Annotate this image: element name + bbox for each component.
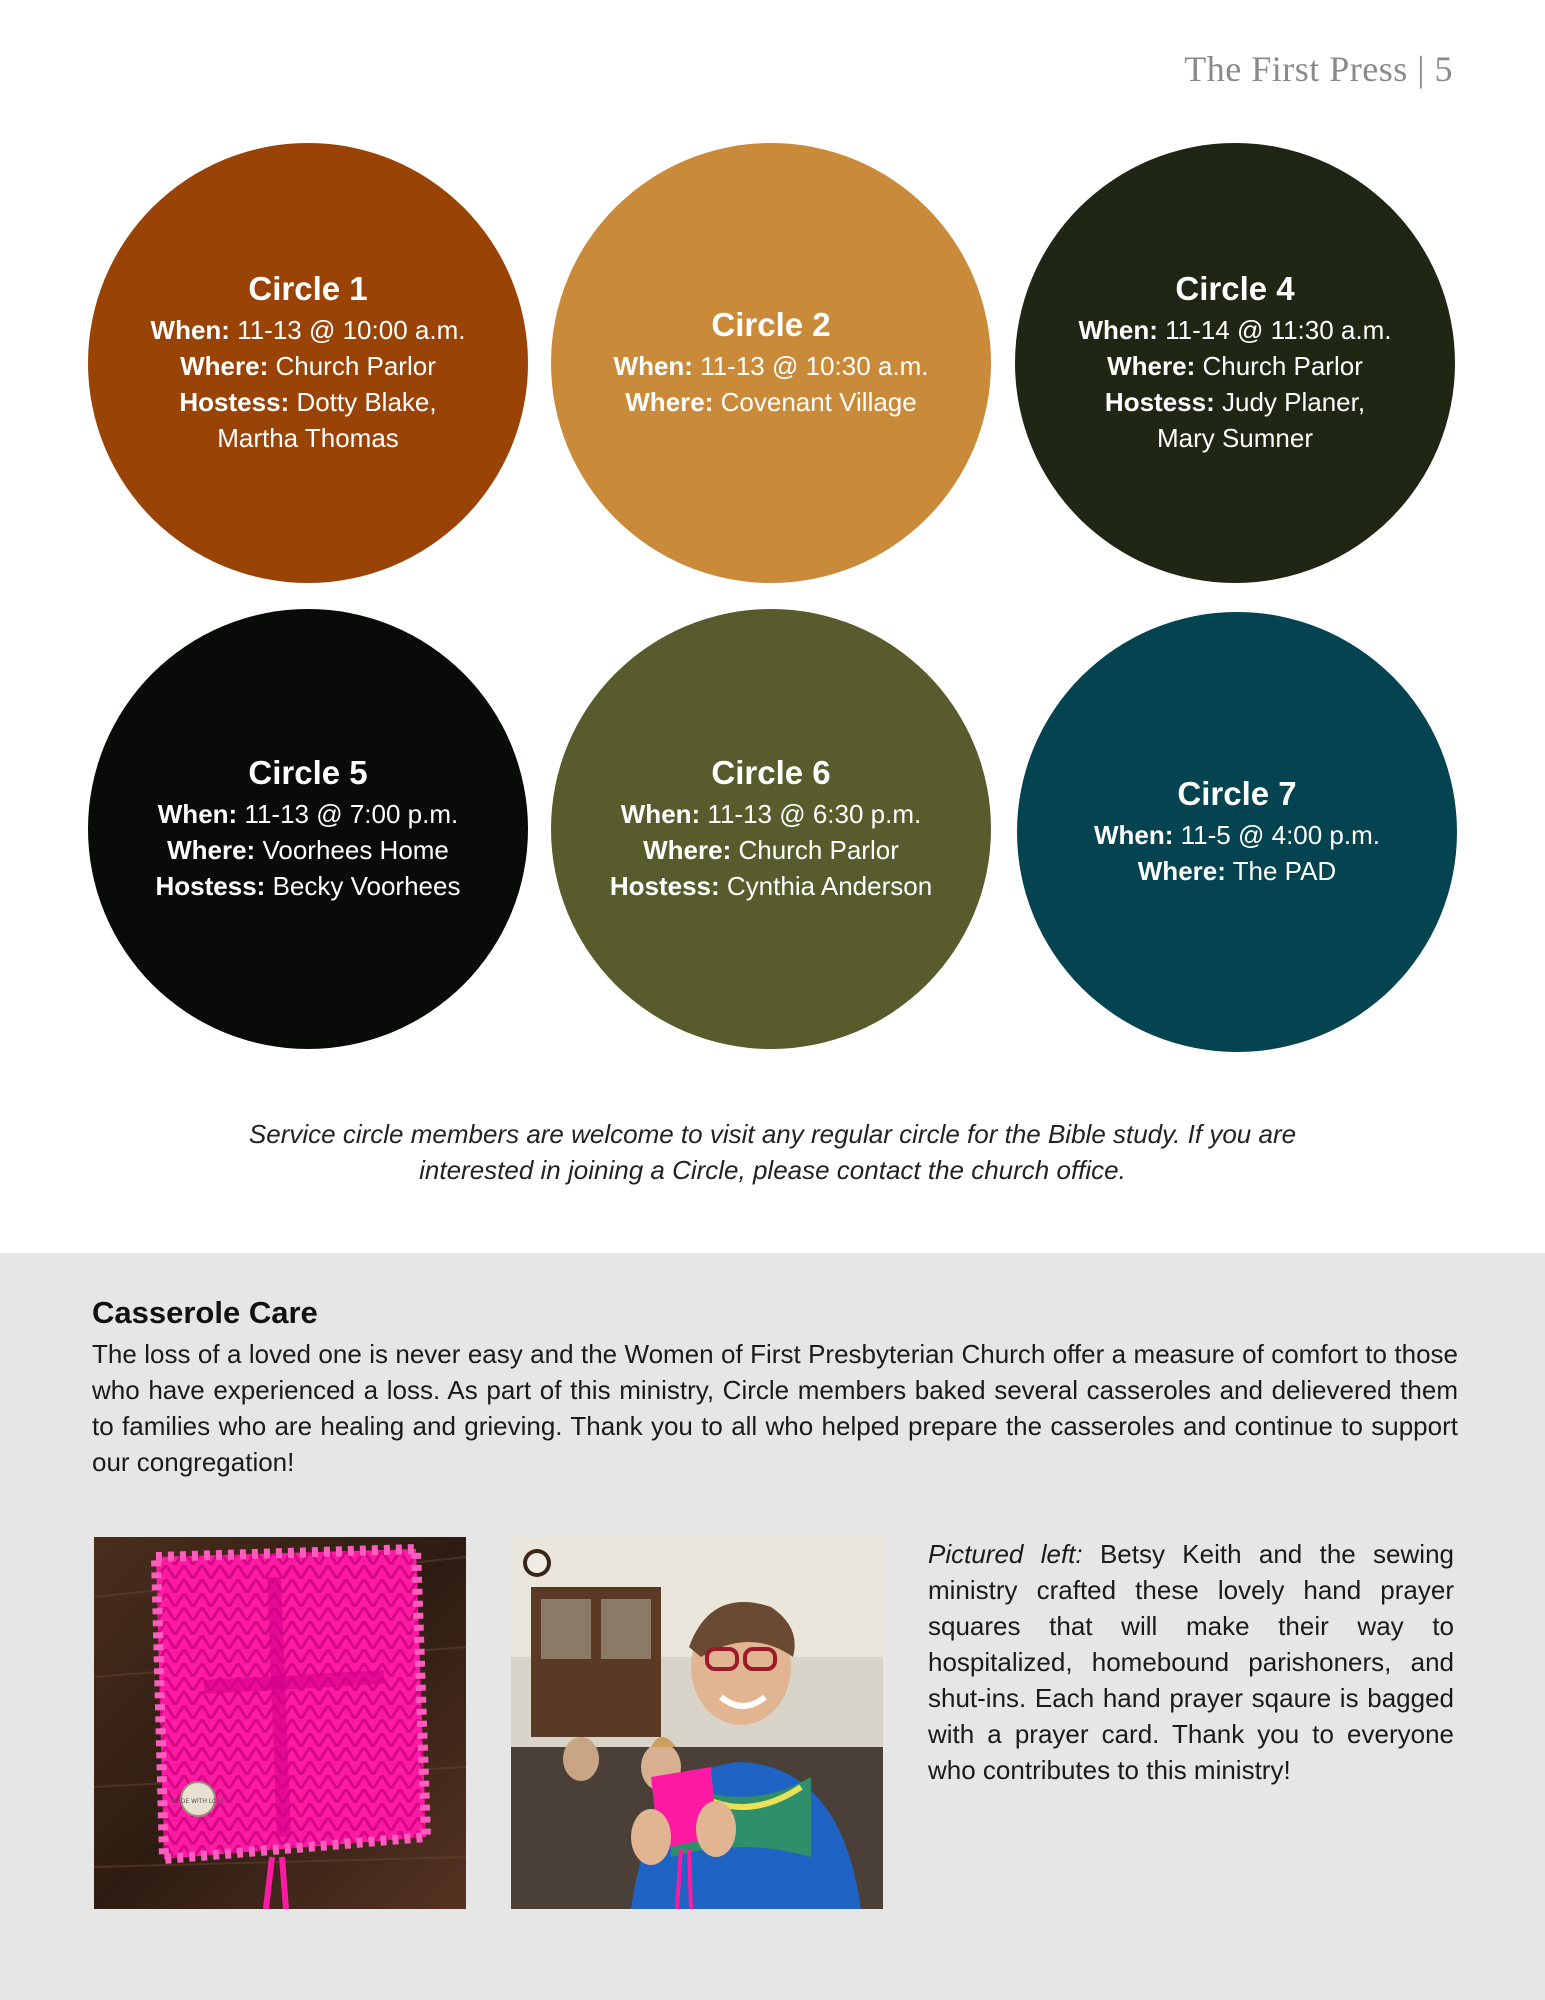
where-label: Where: [167,835,256,865]
when-label: When: [1078,315,1158,345]
where-value: Voorhees Home [262,835,449,865]
circle-hostess [1105,384,1365,420]
circle-5 [88,609,528,1049]
hostess-label: Hostess: [609,871,720,901]
casserole-title: Casserole Care [92,1295,318,1330]
circle-when [1094,817,1380,853]
when-value: 11-13 @ 7:00 p.m. [244,799,459,829]
circle-hostess [179,384,436,420]
prayer-square-image [94,1537,466,1909]
circle-title: Circle 1 [248,270,368,307]
hostess-label: Hostess: [1104,387,1215,417]
when-label: When: [620,799,701,829]
circle-note: Service circle members are welcome to visit any regular circle for the Bible study. If you are interested in joining a Circle, please contact the church office. [248,1119,1297,1185]
caption-lead: Pictured left: [928,1539,1083,1569]
casserole-body: The loss of a loved one is never easy and the Women of First Presbyterian Church offer a measure of comfort to those who have experienced a loss. As part of this ministry, Circle members baked several casseroles and delievered them to families who are healing and grieving. Thank you to all who helped prepare the casseroles and continue to support our congregation! [92,1339,1458,1477]
hostess-value: Judy Planer, [1221,387,1366,417]
circle-when [158,796,458,832]
page-header: The First Press | 5 [1184,49,1453,89]
circle-where [1138,853,1336,889]
where-value: Church Parlor [1202,351,1363,381]
circle-where [625,384,916,420]
caption-text: Betsy Keith and the sewing ministry crafted these lovely hand prayer squares that will make their way to hospitalized, homebound parishoners, and shut-ins. Each hand prayer sqaure is bagged with a prayer card. Thank you to everyone who contributes to this ministry! [928,1539,1454,1785]
circle-where [167,832,449,868]
when-label: When: [613,351,693,381]
circle-1 [88,143,528,583]
hostess-value-continued: Martha Thomas [217,423,399,453]
circle-when [1079,312,1392,348]
sewing-ministry-image [511,1537,883,1909]
circle-hostess [610,868,932,904]
where-label: Where: [1107,351,1196,381]
circle-6 [551,609,991,1049]
circle-where [643,832,899,868]
circle-where [180,348,436,384]
when-label: When: [150,315,230,345]
where-value: Church Parlor [738,835,899,865]
where-value: Church Parlor [275,351,436,381]
where-label: Where: [625,387,714,417]
when-label: When: [1094,820,1174,850]
when-value: 11-13 @ 6:30 p.m. [707,799,922,829]
when-value: 11-5 @ 4:00 p.m. [1180,820,1380,850]
circle-where [1107,348,1363,384]
when-label: When: [157,799,238,829]
where-label: Where: [1137,856,1226,886]
circle-7 [1017,612,1457,1052]
circle-when [614,348,929,384]
prayer-square-photo [94,1537,466,1909]
circle-title: Circle 7 [1177,775,1297,812]
sewing-ministry-photo [511,1537,883,1909]
where-value: Covenant Village [720,387,917,417]
where-label: Where: [643,835,732,865]
when-value: 11-13 @ 10:00 a.m. [237,315,466,345]
when-value: 11-13 @ 10:30 a.m. [700,351,929,381]
photo-caption [928,1536,1454,1788]
circle-4 [1015,143,1455,583]
when-value: 11-14 @ 11:30 a.m. [1165,315,1392,345]
circle-title: Circle 2 [711,306,831,343]
circle-title: Circle 4 [1175,270,1295,307]
hostess-label: Hostess: [155,871,266,901]
hostess-value: Cynthia Anderson [726,871,933,901]
circle-title: Circle 6 [711,754,831,791]
hostess-label: Hostess: [179,387,290,417]
circle-title: Circle 5 [248,754,368,791]
circle-when [621,796,921,832]
hostess-value-continued: Mary Sumner [1156,423,1314,453]
where-value: The PAD [1232,856,1337,886]
circle-2 [551,143,991,583]
hostess-value: Becky Voorhees [272,871,461,901]
circle-hostess [156,868,461,904]
where-label: Where: [180,351,269,381]
hostess-value: Dotty Blake, [296,387,437,417]
charm-text: MADE WITH LOVE [171,1798,225,1805]
circle-when [151,312,466,348]
